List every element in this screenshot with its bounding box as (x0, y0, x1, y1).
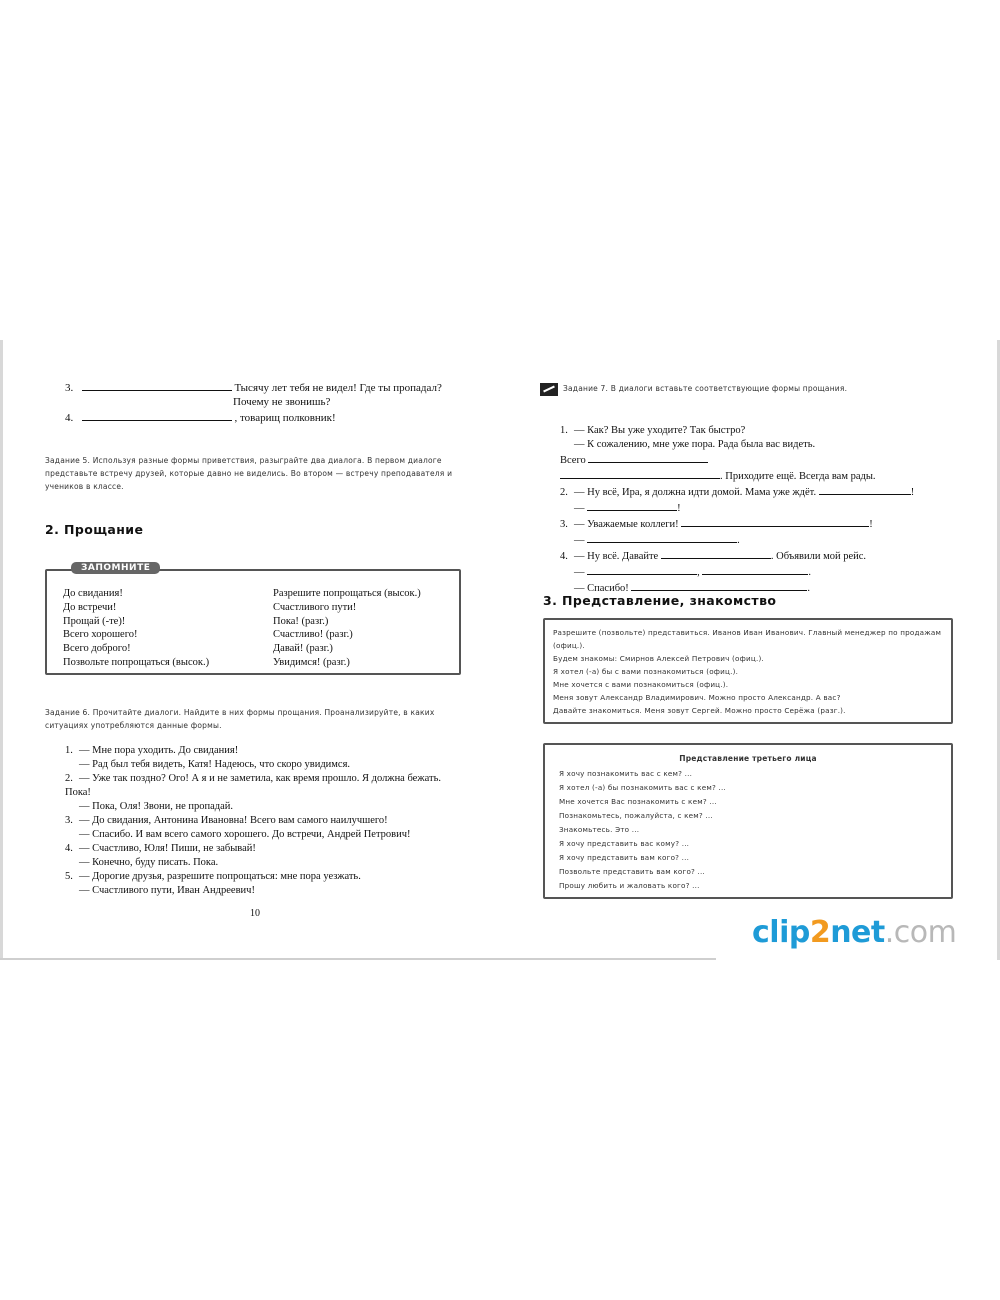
answer-blank (587, 564, 697, 575)
exercise-item-3: 3. Тысячу лет тебя не видел! Где ты пропадал? Почему не звонишь? (65, 382, 442, 408)
fill-item-2: 2. — Ну всё, Ира, я должна идти домой. Мама уже ждёт. ! — ! (560, 484, 970, 516)
task-5-text: Задание 5. Используя разные формы приветствия, разыграйте два диалога. В первом диалоге представьте встречу друзей, которые давно не виделись. Во втором — встречу преподавателя и учеников в классе. (45, 456, 453, 491)
answer-blank (681, 516, 869, 527)
dialogs-list (65, 744, 465, 898)
page-bottom-edge (0, 958, 716, 960)
page-number: 10 (250, 908, 260, 919)
section-title-farewell: 2. Прощание (45, 522, 144, 537)
answer-blank (661, 548, 771, 559)
exercise-item-4: 4. , товарищ полковник! (65, 412, 336, 424)
dialog-3: 3. — До свидания, Антонина Ивановна! Всего вам самого наилучшего! — Спасибо. И вам всего самого хорошего. До встречи, Андрей Петрович! (65, 815, 411, 840)
third-person-box (543, 743, 953, 899)
answer-blank (560, 468, 720, 479)
pencil-icon (540, 383, 558, 396)
book-spread (0, 340, 1000, 960)
answer-blank (82, 380, 232, 391)
answer-blank (587, 532, 737, 543)
answer-blank (631, 580, 807, 591)
page-edge-left (0, 340, 3, 960)
remember-label: ЗАПОМНИТЕ (71, 562, 160, 574)
answer-blank (587, 500, 677, 511)
third-person-title: Представление третьего лица (679, 754, 817, 763)
dialog-1: 1. — Мне пора уходить. До свидания! — Рад был тебя видеть, Катя! Надеюсь, что скоро увидимся. (65, 745, 351, 770)
task-6-text: Задание 6. Прочитайте диалоги. Найдите в них формы прощания. Проанализируйте, в каких ситуациях употребляются данные формы. (45, 708, 435, 730)
introduction-box (543, 618, 953, 724)
answer-blank (588, 452, 708, 463)
fill-item-1: 1. — Как? Вы уже уходите? Так быстро? — К сожалению, мне уже пора. Рада была вас видеть. Всего . Приходите ещё. Всегда вам рады. (560, 425, 876, 482)
answer-blank (82, 410, 232, 421)
task-7-text: Задание 7. В диалоги вставьте соответствующие формы прощания. (540, 382, 870, 396)
dialog-2: 2. — Уже так поздно? Ого! А я и не заметила, как время прошло. Я должна бежать. Пока! — Пока, Оля! Звони, не пропадай. (65, 773, 441, 812)
third-person-phrases: Я хочу познакомить вас с кем? ... Я хотел (-а) бы познакомить вас с кем? ... Мне хочется Вас познакомить с кем? ... Познакомьтесь, пожалуйста, с кем? ... Знакомьтесь. Это ... Я хочу представить вас кому? ... Я хочу представить вам кого? ... Позвольте представить вам кого? ... Прошу любить и жаловать кого? ... (559, 769, 726, 890)
answer-blank (819, 484, 911, 495)
remember-left-column: До свидания! До встречи! Прощай (-те)! Всего хорошего! Всего доброго! Позвольте попрощаться (высок.) (63, 588, 210, 668)
dialog-4: 4. — Счастливо, Юля! Пиши, не забывай! — Конечно, буду писать. Пока. (65, 843, 256, 868)
answer-blank (702, 564, 808, 575)
section-title-introduction: 3. Представление, знакомство (543, 593, 777, 608)
fill-in-exercise (560, 424, 970, 596)
fill-item-3: 3. — Уважаемые коллеги! ! — . (560, 516, 970, 548)
intro-phrases: Разрешите (позвольте) представиться. Иванов Иван Иванович. Главный менеджер по продажам (офиц.). Будем знакомы: Смирнов Алексей Петрович (офиц.). Я хотел (-а) бы с вами познакомиться (офиц.). Мне хочется с вами познакомиться (офиц.). Меня зовут Александр Владимирович. Можно просто Александр. А вас? Давайте знакомиться. Меня зовут Сергей. Можно просто Серёжа (разг.). (553, 628, 942, 715)
dialog-5: 5. — Дорогие друзья, разрешите попрощаться: мне пора уезжать. — Счастливого пути, Иван Андреевич! (65, 871, 361, 896)
clip2net-watermark: clip2net.com (752, 915, 957, 950)
remember-right-column: Разрешите попрощаться (высок.) Счастливого пути! Пока! (разг.) Счастливо! (разг.) Давай! (разг.) Увидимся! (разг.) (273, 588, 421, 668)
fill-item-4: 4. — Ну всё. Давайте . Объявили мой рейс. — , . — Спасибо! . (560, 548, 970, 596)
remember-box (45, 563, 461, 675)
